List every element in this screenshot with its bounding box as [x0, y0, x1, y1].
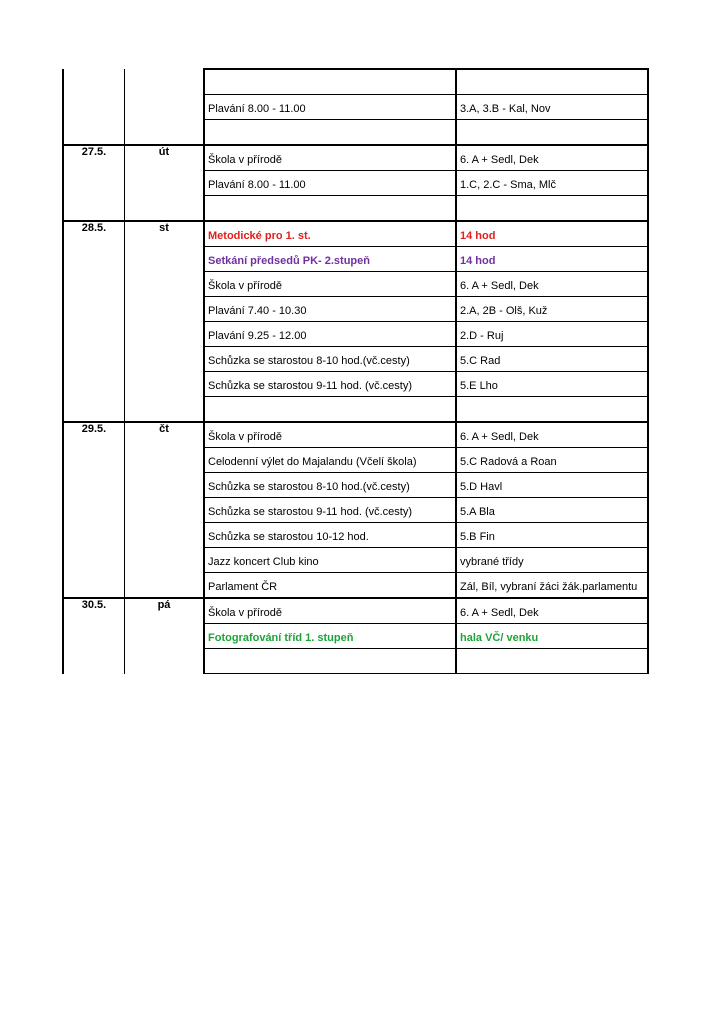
- event-cell: [204, 649, 456, 674]
- event-cell: Plavání 8.00 - 11.00: [204, 95, 456, 120]
- class-teacher-cell: 6. A + Sedl, Dek: [456, 598, 648, 624]
- schedule-table: [62, 68, 649, 674]
- event-cell: [204, 120, 456, 146]
- class-teacher-cell: 14 hod: [456, 221, 648, 247]
- schedule-row: [63, 221, 648, 247]
- class-teacher-cell: 5.C Radová a Roan: [456, 448, 648, 473]
- event-cell: Jazz koncert Club kino: [204, 548, 456, 573]
- class-teacher-cell: [456, 397, 648, 423]
- schedule-row: [63, 422, 648, 448]
- event-cell: Škola v přírodě: [204, 145, 456, 171]
- class-teacher-cell: 6. A + Sedl, Dek: [456, 272, 648, 297]
- event-cell: Fotografování tříd 1. stupeň: [204, 624, 456, 649]
- event-cell: Schůzka se starostou 9-11 hod. (vč.cesty): [204, 372, 456, 397]
- class-teacher-cell: hala VČ/ venku: [456, 624, 648, 649]
- event-cell: Plavání 7.40 - 10.30: [204, 297, 456, 322]
- class-teacher-cell: 14 hod: [456, 247, 648, 272]
- event-cell: Parlament ČR: [204, 573, 456, 599]
- class-teacher-cell: 2.D - Ruj: [456, 322, 648, 347]
- event-cell: Schůzka se starostou 9-11 hod. (vč.cesty): [204, 498, 456, 523]
- event-cell: Celodenní výlet do Majalandu (Včelí škola): [204, 448, 456, 473]
- day-cell: st: [125, 221, 205, 422]
- class-teacher-cell: [456, 120, 648, 146]
- day-cell: pá: [125, 598, 205, 674]
- event-cell: Schůzka se starostou 8-10 hod.(vč.cesty): [204, 347, 456, 372]
- event-cell: Škola v přírodě: [204, 272, 456, 297]
- event-cell: Schůzka se starostou 8-10 hod.(vč.cesty): [204, 473, 456, 498]
- schedule-row: [63, 69, 648, 95]
- class-teacher-cell: 5.A Bla: [456, 498, 648, 523]
- class-teacher-cell: 2.A, 2B - Olš, Kuž: [456, 297, 648, 322]
- class-teacher-cell: 5.B Fin: [456, 523, 648, 548]
- date-cell: 30.5.: [63, 598, 125, 674]
- event-cell: Plavání 8.00 - 11.00: [204, 171, 456, 196]
- event-cell: [204, 196, 456, 222]
- class-teacher-cell: 3.A, 3.B - Kal, Nov: [456, 95, 648, 120]
- class-teacher-cell: vybrané třídy: [456, 548, 648, 573]
- event-cell: [204, 397, 456, 423]
- date-cell: 28.5.: [63, 221, 125, 422]
- event-cell: Schůzka se starostou 10-12 hod.: [204, 523, 456, 548]
- class-teacher-cell: [456, 196, 648, 222]
- event-cell: Plavání 9.25 - 12.00: [204, 322, 456, 347]
- date-cell: 29.5.: [63, 422, 125, 598]
- day-cell: út: [125, 145, 205, 221]
- event-cell: Metodické pro 1. st.: [204, 221, 456, 247]
- day-cell: čt: [125, 422, 205, 598]
- day-cell: [125, 69, 205, 145]
- event-cell: [204, 69, 456, 95]
- class-teacher-cell: 5.E Lho: [456, 372, 648, 397]
- event-cell: Setkání předsedů PK- 2.stupeň: [204, 247, 456, 272]
- date-cell: 27.5.: [63, 145, 125, 221]
- class-teacher-cell: 5.D Havl: [456, 473, 648, 498]
- date-cell: [63, 69, 125, 145]
- event-cell: Škola v přírodě: [204, 422, 456, 448]
- class-teacher-cell: [456, 649, 648, 674]
- class-teacher-cell: 1.C, 2.C - Sma, Mlč: [456, 171, 648, 196]
- schedule-row: [63, 145, 648, 171]
- schedule-row: [63, 598, 648, 624]
- class-teacher-cell: 6. A + Sedl, Dek: [456, 145, 648, 171]
- class-teacher-cell: 5.C Rad: [456, 347, 648, 372]
- event-cell: Škola v přírodě: [204, 598, 456, 624]
- schedule-body: [63, 69, 648, 674]
- class-teacher-cell: 6. A + Sedl, Dek: [456, 422, 648, 448]
- class-teacher-cell: [456, 69, 648, 95]
- class-teacher-cell: Zál, Bíl, vybraní žáci žák.parlamentu: [456, 573, 648, 599]
